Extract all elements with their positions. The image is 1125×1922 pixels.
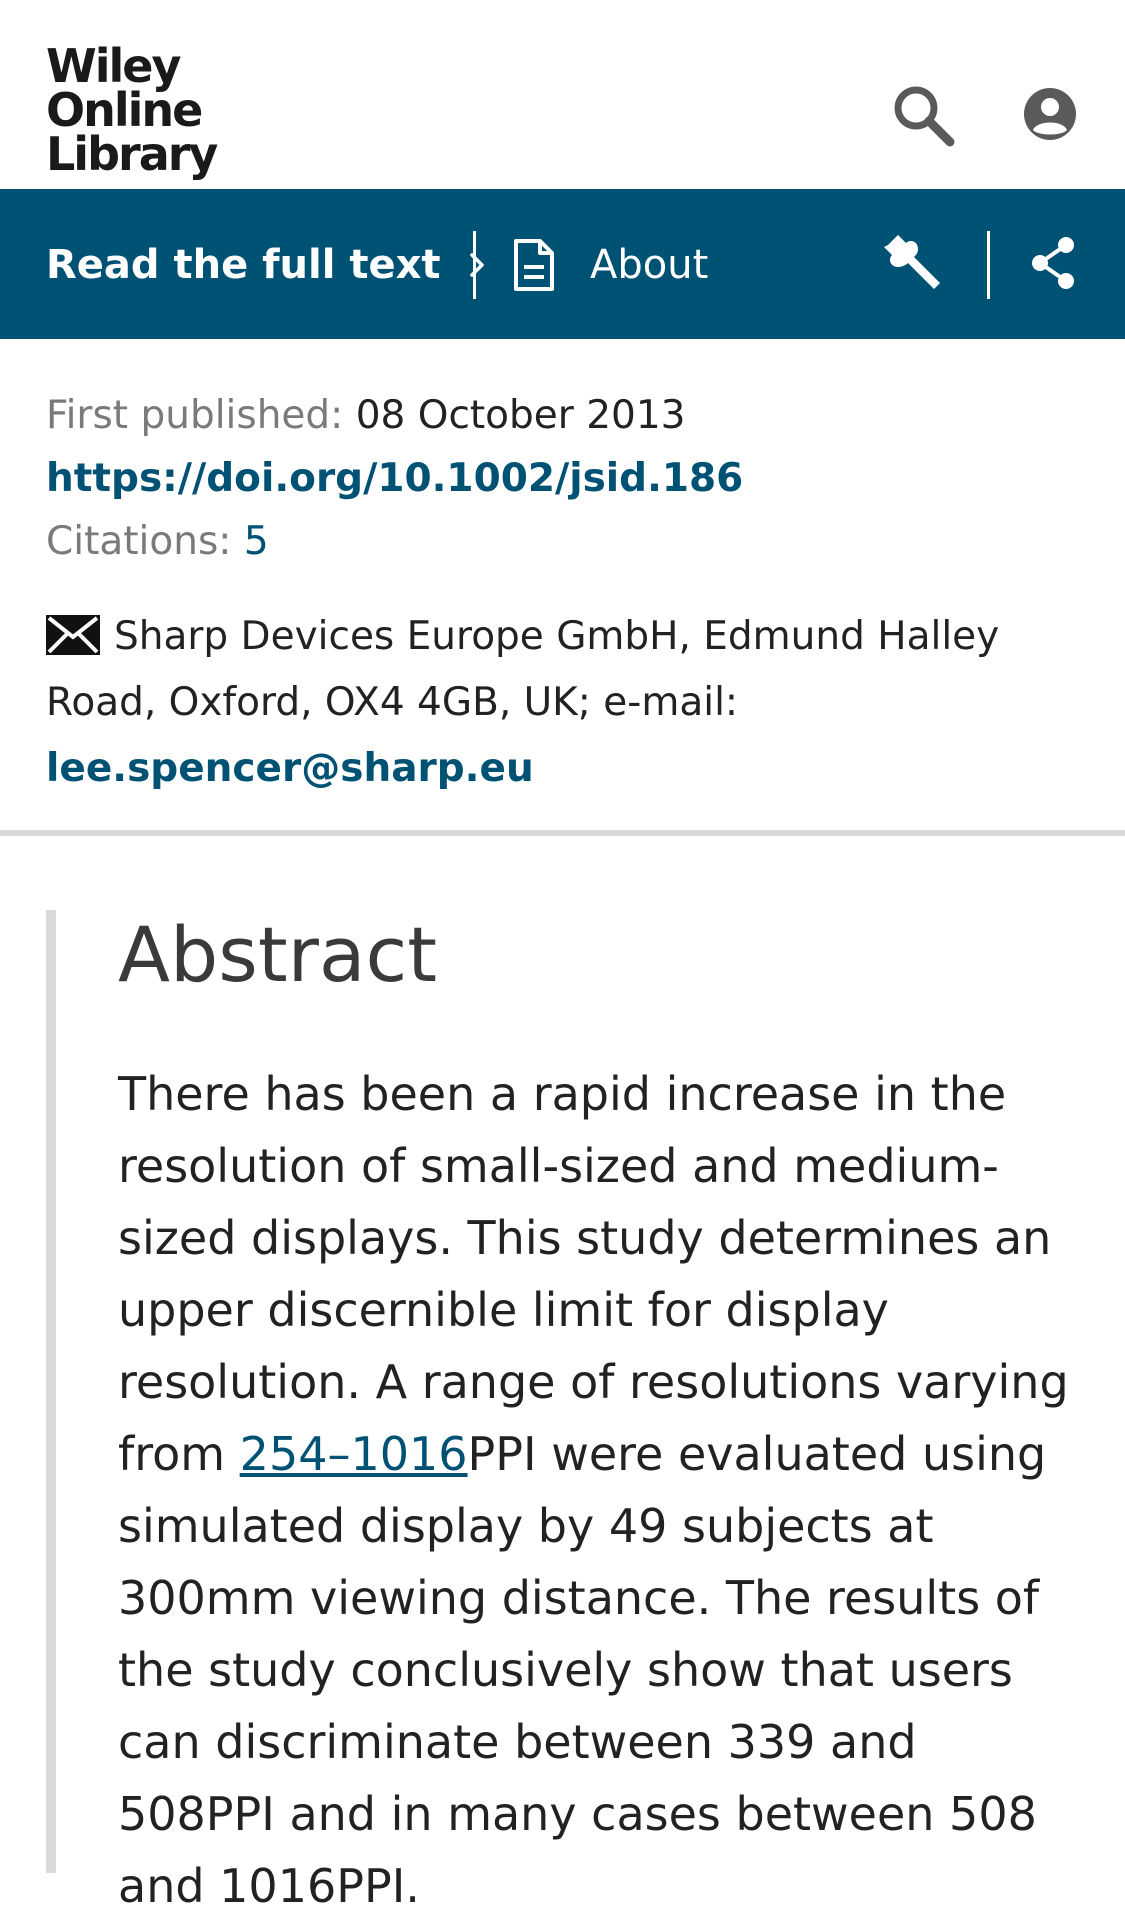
about-button[interactable] [512,235,708,295]
author-affiliation [46,604,1086,802]
article-meta [46,384,1086,573]
document-icon [512,237,556,293]
wrench-icon [880,231,946,297]
wiley-online-library-logo[interactable] [46,39,217,181]
logo-line-2: Online [46,83,202,137]
logo-line-1: Wiley [46,39,180,93]
read-full-text-label: Read the full text [46,242,441,288]
author-email-link[interactable]: lee.spencer@sharp.eu [46,746,534,791]
affiliation-text: Sharp Devices Europe GmbH, Edmund Halley Road, Oxford, OX4 4GB, UK; e-mail: [46,614,1000,725]
read-full-text-button[interactable] [46,237,491,293]
abstract-text-part-1: There has been a rapid increase in the resolution of small-sized and medium-sized displays. This study determines an upper discernible limit for display resolution. A range of resolutions varying from [118,1067,1069,1481]
nav-divider [473,231,476,299]
search-icon [888,80,958,150]
section-divider [0,830,1125,836]
logo-line-3: Library [46,127,217,181]
first-published-label: First published: [46,393,344,438]
abstract-accent-bar [46,910,56,1873]
abstract-heading: Abstract [118,910,438,999]
about-label: About [590,242,709,288]
doi-link[interactable]: https://doi.org/10.1002/jsid.186 [46,456,744,501]
citations-row [46,510,1086,573]
search-button[interactable] [888,80,958,150]
share-button[interactable] [1028,235,1078,291]
resolution-range-link[interactable]: 254–1016 [239,1427,468,1481]
abstract-text-part-2: PPI were evaluated using simulated display by 49 subjects at 300mm viewing distance. The results of the study conclusively show that users can discriminate between 339 and 508PPI and in many cases between 508 and 1016PPI. [118,1427,1047,1913]
article-nav-bar [0,189,1125,339]
first-published-row [46,384,1086,447]
share-icon [1028,235,1078,291]
citations-label: Citations: [46,519,232,564]
tools-button[interactable] [880,231,946,297]
abstract-text [118,1058,1088,1922]
first-published-date: 08 October 2013 [355,393,686,438]
citations-count-link[interactable]: 5 [243,519,269,564]
chevron-right-icon [463,251,491,279]
envelope-icon [46,615,100,655]
top-header [0,0,1125,189]
account-icon [1022,86,1078,142]
nav-divider-2 [987,231,990,299]
account-button[interactable] [1022,86,1078,142]
